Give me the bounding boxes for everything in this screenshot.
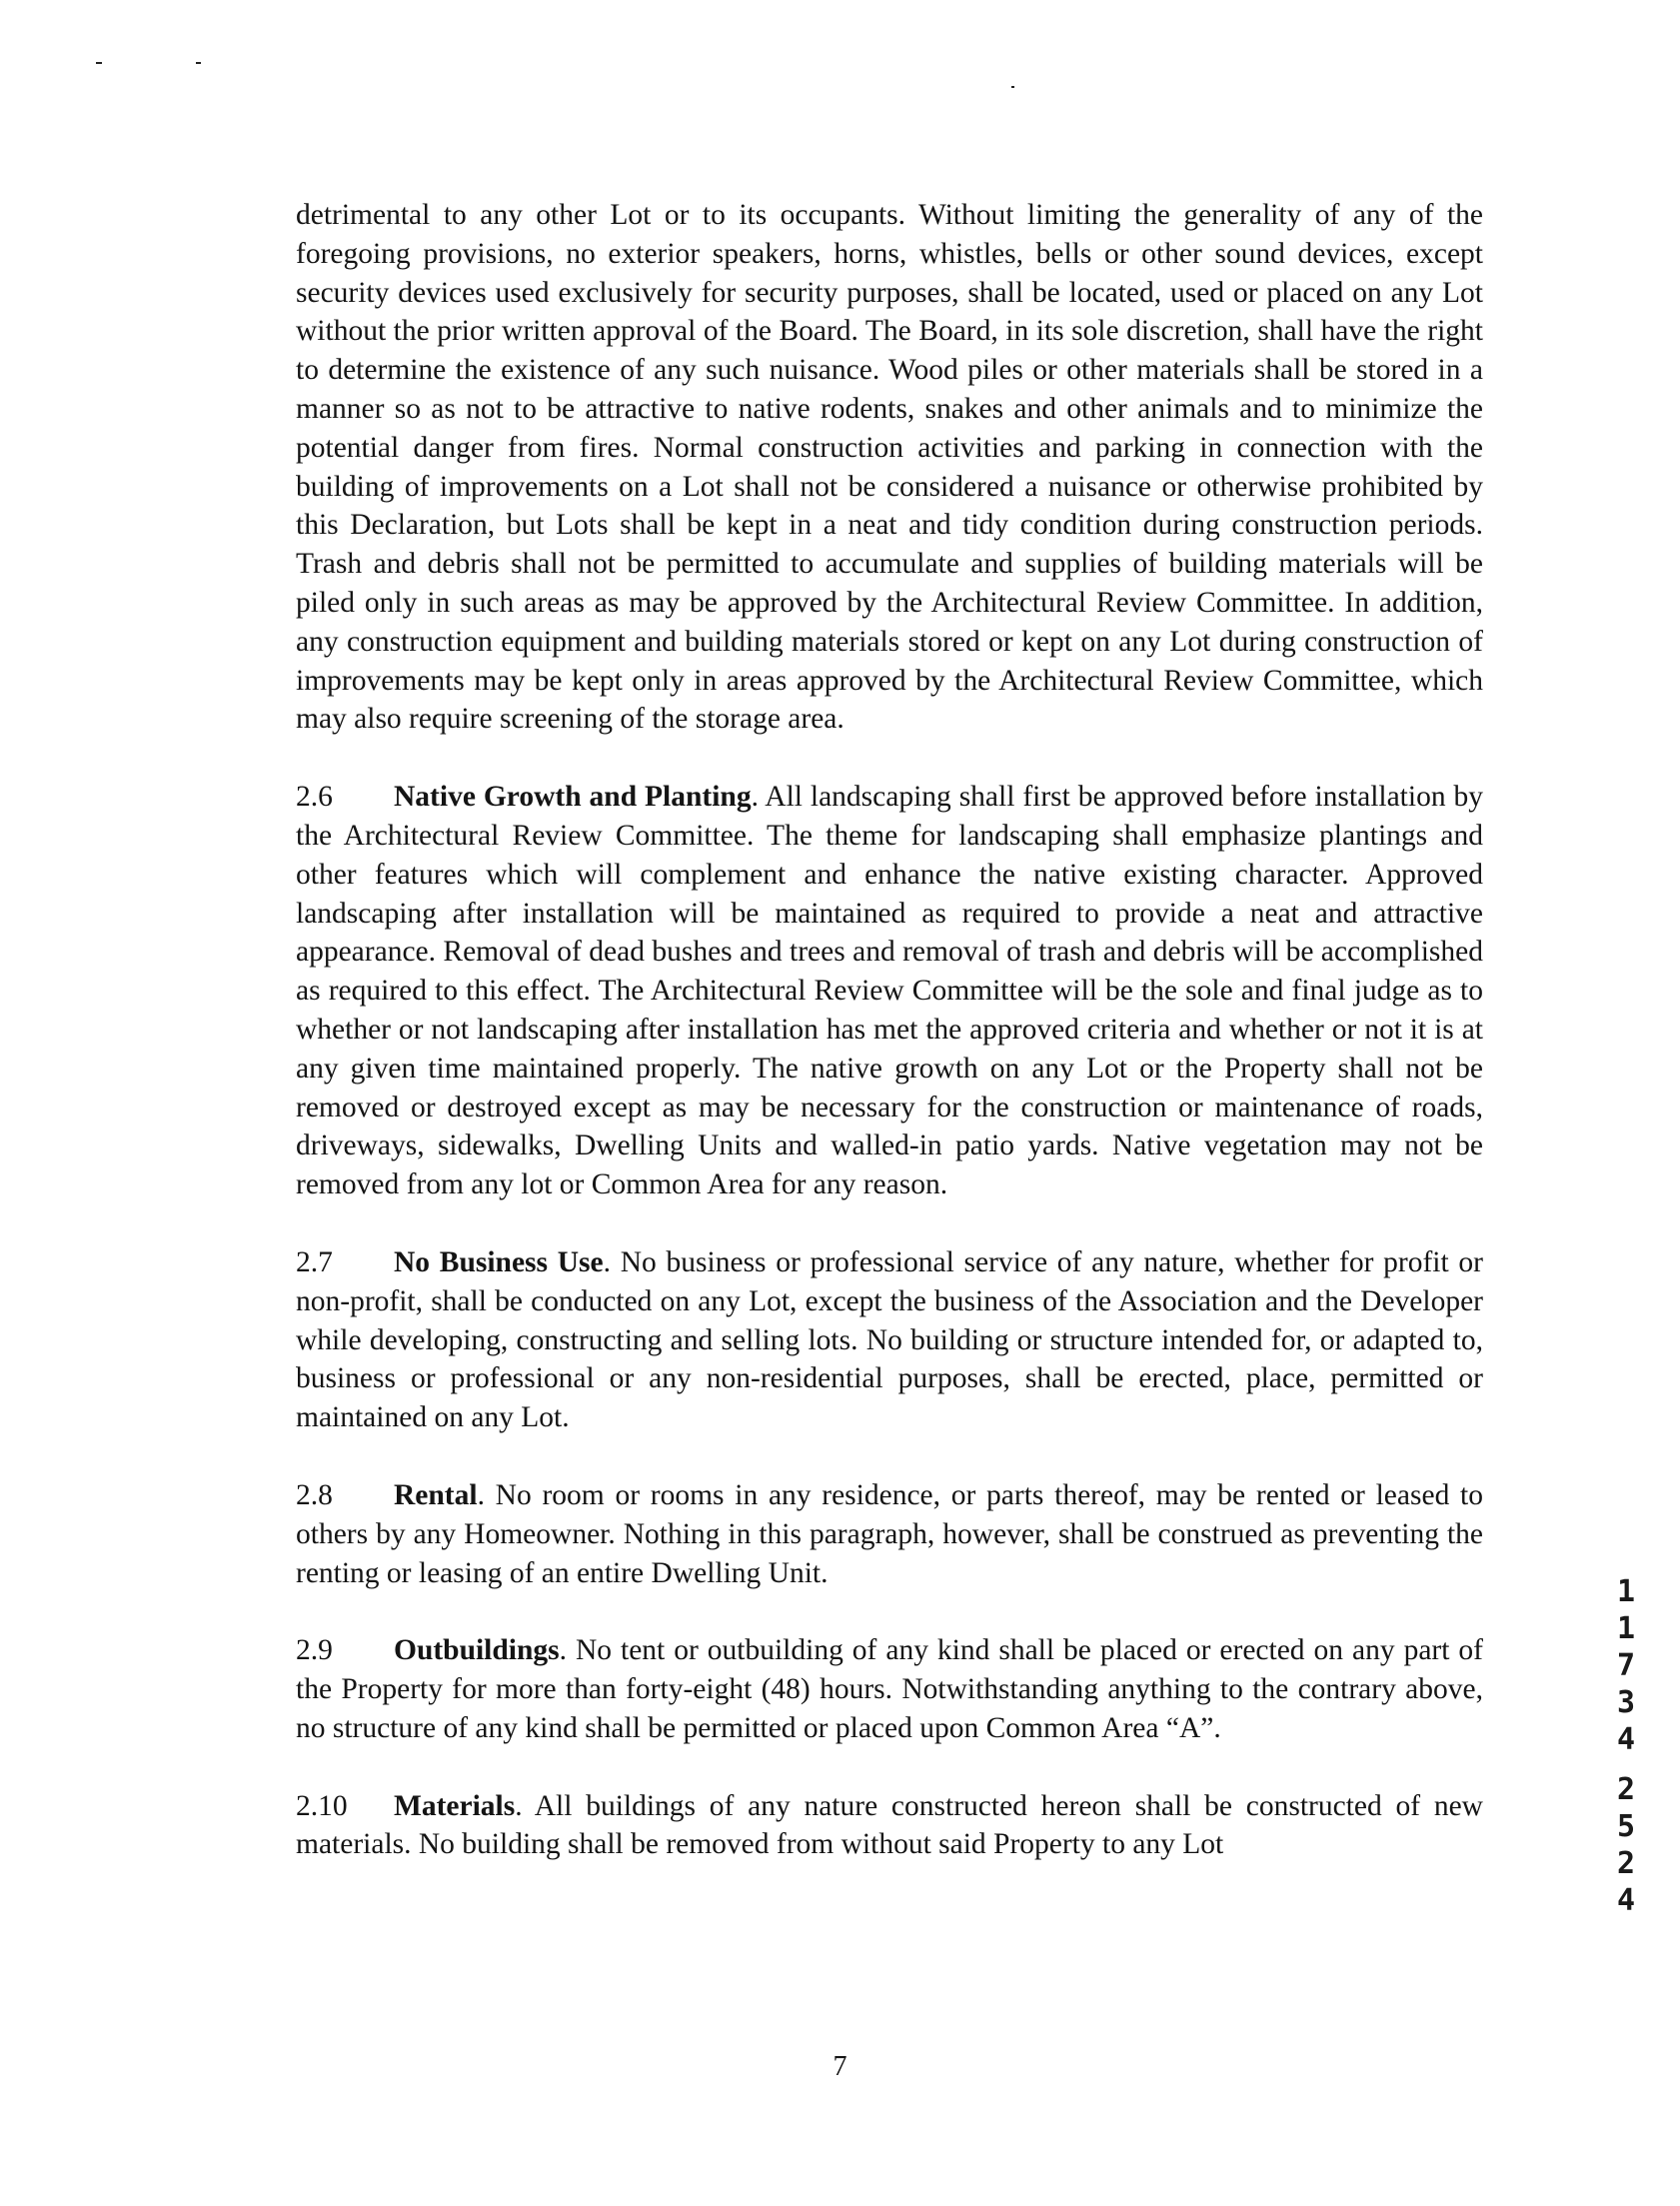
section-text: . No tent or outbuilding of any kind shall be placed or erected on any part of the Property for more than forty-eight (48) hours. Notwithstanding anything to the contrary above, no structure of any kind shall be permitted or placed upon Common Area “A”. — [296, 1634, 1483, 1744]
section-2-8-rental — [296, 1476, 1483, 1592]
stamp-digit: 2 — [1616, 1772, 1636, 1807]
section-2-6-native-growth — [296, 778, 1483, 1204]
section-text: . No business or professional service of any nature, whether for profit or non-profit, shall be conducted on any Lot, except the business of the Association and the Developer while developing, constructing and selling lots. No building or structure intended for, or adapted to, business or professional or any non-residential purposes, shall be erected, place, permitted or maintained on any Lot. — [296, 1245, 1483, 1434]
stamp-digit: 7 — [1616, 1648, 1636, 1683]
section-title: No Business Use — [394, 1245, 604, 1278]
section-text: . No room or rooms in any residence, or parts thereof, may be rented or leased to others by any Homeowner. Nothing in this paragraph, however, shall be construed as preventing the renting or leasing of an entire Dwelling Unit. — [296, 1478, 1483, 1589]
recording-stamp-upper — [1611, 1573, 1641, 1758]
stamp-digit: 4 — [1616, 1883, 1636, 1918]
section-title: Materials — [394, 1789, 516, 1822]
document-body — [296, 196, 1483, 1864]
stamp-digit: 1 — [1616, 1574, 1636, 1609]
page-number: 7 — [833, 2051, 847, 2082]
section-2-10-materials — [296, 1787, 1483, 1865]
section-number: 2.8 — [296, 1478, 333, 1511]
section-number: 2.6 — [296, 781, 333, 814]
section-title: Rental — [394, 1478, 478, 1511]
section-number: 2.9 — [296, 1634, 333, 1667]
stamp-digit: 5 — [1616, 1809, 1636, 1844]
stamp-digit: 4 — [1616, 1722, 1636, 1757]
stamp-digit: 2 — [1616, 1846, 1636, 1881]
section-text: . All buildings of any nature constructed hereon shall be constructed of new materials. No building shall be removed from without said Property to any Lot — [296, 1789, 1483, 1861]
scan-speck — [1011, 86, 1014, 88]
stamp-digit: 1 — [1616, 1611, 1636, 1646]
section-title: Native Growth and Planting — [394, 781, 752, 814]
section-number: 2.7 — [296, 1245, 333, 1278]
section-text: . All landscaping shall first be approved before installation by the Architectural Review Committee. The theme for landscaping shall emphasize plantings and other features which will complement and enhance the native existing character. Approved landscaping after installation will be maintained as required to provide a neat and attractive appearance. Removal of dead bushes and trees and removal of trash and debris will be accomplished as required to this effect. The Architectural Review Committee will be the sole and final judge as to whether or not landscaping after installation has met the approved criteria and whether or not it is at any given time maintained properly. The native growth on any Lot or the Property shall not be removed or destroyed except as may be necessary for the construction or maintenance of roads, driveways, sidewalks, Dwelling Units and walled-in patio yards. Native vegetation may not be removed from any lot or Common Area for any reason. — [296, 781, 1483, 1201]
recording-stamp-lower — [1611, 1771, 1641, 1919]
section-2-7-no-business-use — [296, 1243, 1483, 1437]
section-number: 2.10 — [296, 1789, 348, 1822]
scan-speck — [96, 62, 102, 64]
section-title: Outbuildings — [394, 1634, 560, 1667]
section-2-9-outbuildings — [296, 1631, 1483, 1747]
section-2-5-continuation: detrimental to any other Lot or to its occupants. Without limiting the generality of any of the foregoing provisions, no exterior speakers, horns, whistles, bells or other sound devices, except security devices used exclusively for security purposes, shall be located, used or placed on any Lot without the prior written approval of the Board. The Board, in its sole discretion, shall have the right to determine the existence of any such nuisance. Wood piles or other materials shall be stored in a manner so as not to be attractive to native rodents, snakes and other animals and to minimize the potential danger from fires. Normal construction activities and parking in connection with the building of improvements on a Lot shall not be considered a nuisance or otherwise prohibited by this Declaration, but Lots shall be kept in a neat and tidy condition during construction periods. Trash and debris shall not be permitted to accumulate and supplies of building materials will be piled only in such areas as may be approved by the Architectural Review Committee. In addition, any construction equipment and building materials stored or kept on any Lot during construction of improvements may be kept only in areas approved by the Architectural Review Committee, which may also require screening of the storage area. — [296, 199, 1483, 736]
stamp-digit: 3 — [1616, 1685, 1636, 1720]
scan-speck — [196, 62, 201, 64]
